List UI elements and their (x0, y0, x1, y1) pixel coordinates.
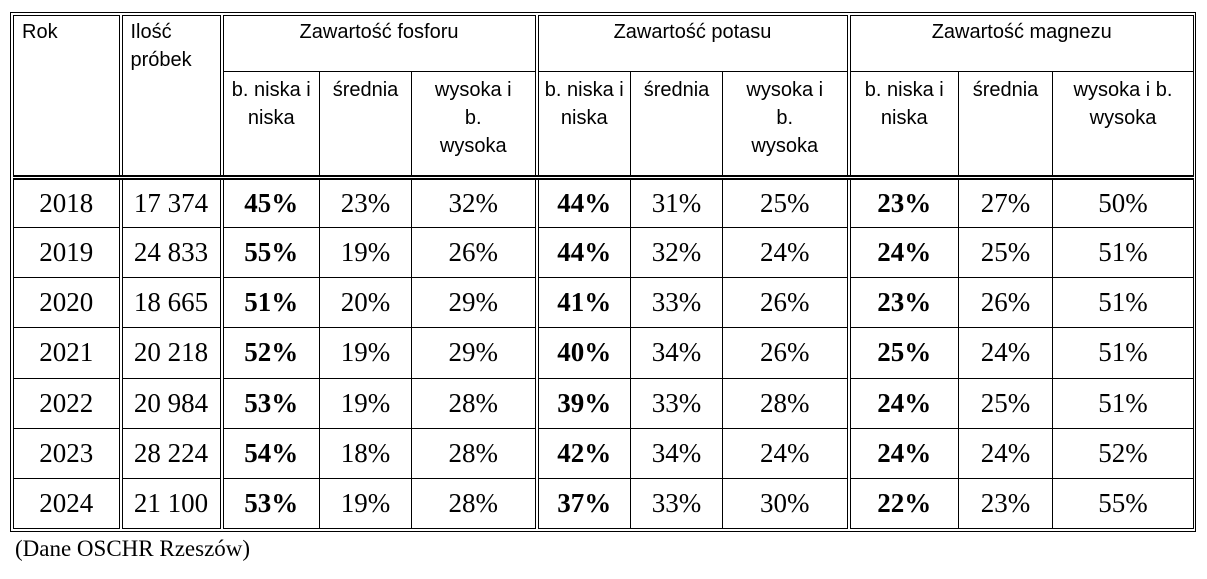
subheader-p-wysoka (412, 72, 537, 178)
subheader-text: b. niska i niska (864, 79, 944, 129)
cell-p-wysoka: 28% (412, 428, 537, 478)
cell-p-wysoka: 28% (412, 378, 537, 428)
subheader-mg-niska (849, 72, 959, 178)
cell-mg-niska: 24% (849, 378, 959, 428)
cell-p-srednia: 20% (320, 278, 412, 328)
subheader-text: b. niska i niska (544, 79, 624, 129)
cell-ilosc: 20 218 (121, 328, 222, 378)
cell-mg-niska: 24% (849, 428, 959, 478)
cell-p-niska: 52% (222, 328, 320, 378)
subheader-text: wysoka i b. wysoka (1073, 79, 1173, 129)
cell-p-srednia: 18% (320, 428, 412, 478)
subheader-k-wysoka (723, 72, 849, 178)
cell-p-srednia: 23% (320, 178, 412, 228)
cell-p-niska: 53% (222, 478, 320, 528)
cell-k-wysoka: 25% (723, 178, 849, 228)
subheader-p-niska (222, 72, 320, 178)
cell-ilosc: 18 665 (121, 278, 222, 328)
subheader-k-srednia: średnia (631, 72, 723, 178)
cell-k-niska: 44% (537, 178, 631, 228)
cell-k-wysoka: 28% (723, 378, 849, 428)
subheader-mg-srednia: średnia (959, 72, 1053, 178)
subheader-p-srednia: średnia (320, 72, 412, 178)
cell-mg-srednia: 25% (959, 378, 1053, 428)
soil-table-frame (10, 12, 1196, 532)
cell-k-niska: 41% (537, 278, 631, 328)
cell-k-srednia: 33% (631, 278, 723, 328)
cell-mg-wysoka: 55% (1053, 478, 1194, 528)
cell-k-niska: 42% (537, 428, 631, 478)
table-row (14, 378, 1194, 428)
cell-k-niska: 44% (537, 228, 631, 278)
cell-k-srednia: 32% (631, 228, 723, 278)
cell-mg-wysoka: 51% (1053, 278, 1194, 328)
subheader-text: wysoka i b. wysoka (746, 79, 824, 157)
cell-p-niska: 55% (222, 228, 320, 278)
cell-mg-srednia: 24% (959, 428, 1053, 478)
cell-ilosc: 28 224 (121, 428, 222, 478)
header-ilosc-probek (121, 16, 222, 178)
cell-p-niska: 51% (222, 278, 320, 328)
cell-rok: 2020 (14, 278, 121, 328)
cell-k-niska: 37% (537, 478, 631, 528)
table-row (14, 228, 1194, 278)
cell-p-srednia: 19% (320, 378, 412, 428)
cell-p-niska: 54% (222, 428, 320, 478)
cell-rok: 2018 (14, 178, 121, 228)
cell-mg-wysoka: 51% (1053, 228, 1194, 278)
cell-p-wysoka: 29% (412, 278, 537, 328)
cell-mg-niska: 23% (849, 278, 959, 328)
cell-mg-wysoka: 50% (1053, 178, 1194, 228)
cell-rok: 2023 (14, 428, 121, 478)
cell-mg-srednia: 23% (959, 478, 1053, 528)
cell-ilosc: 21 100 (121, 478, 222, 528)
cell-rok: 2019 (14, 228, 121, 278)
cell-k-niska: 39% (537, 378, 631, 428)
cell-p-srednia: 19% (320, 228, 412, 278)
cell-k-wysoka: 30% (723, 478, 849, 528)
cell-p-srednia: 19% (320, 328, 412, 378)
table-body (14, 178, 1194, 529)
header-group-fosfor: Zawartość fosforu (222, 16, 537, 72)
cell-p-wysoka: 32% (412, 178, 537, 228)
cell-mg-wysoka: 51% (1053, 378, 1194, 428)
table-row (14, 328, 1194, 378)
cell-mg-srednia: 25% (959, 228, 1053, 278)
subheader-mg-wysoka (1053, 72, 1194, 178)
cell-mg-niska: 23% (849, 178, 959, 228)
cell-rok: 2024 (14, 478, 121, 528)
table-row (14, 478, 1194, 528)
cell-k-srednia: 33% (631, 478, 723, 528)
cell-p-niska: 45% (222, 178, 320, 228)
cell-ilosc: 24 833 (121, 228, 222, 278)
cell-p-niska: 53% (222, 378, 320, 428)
cell-mg-srednia: 24% (959, 328, 1053, 378)
cell-k-srednia: 34% (631, 428, 723, 478)
cell-rok: 2021 (14, 328, 121, 378)
cell-p-wysoka: 28% (412, 478, 537, 528)
subheader-text: b. niska i niska (231, 79, 311, 129)
cell-mg-niska: 24% (849, 228, 959, 278)
subheader-text: wysoka i b. wysoka (434, 79, 512, 157)
cell-k-srednia: 34% (631, 328, 723, 378)
cell-ilosc: 20 984 (121, 378, 222, 428)
table-row (14, 428, 1194, 478)
cell-p-wysoka: 26% (412, 228, 537, 278)
cell-mg-srednia: 27% (959, 178, 1053, 228)
cell-k-wysoka: 24% (723, 428, 849, 478)
cell-k-wysoka: 26% (723, 278, 849, 328)
cell-ilosc: 17 374 (121, 178, 222, 228)
header-group-magnez: Zawartość magnezu (849, 16, 1194, 72)
table-row (14, 178, 1194, 228)
cell-rok: 2022 (14, 378, 121, 428)
cell-mg-wysoka: 51% (1053, 328, 1194, 378)
header-group-potas: Zawartość potasu (537, 16, 849, 72)
header-ilosc-text: Ilość próbek (130, 21, 192, 71)
cell-mg-niska: 25% (849, 328, 959, 378)
cell-k-srednia: 31% (631, 178, 723, 228)
header-rok: Rok (14, 16, 121, 178)
table-row (14, 278, 1194, 328)
cell-mg-niska: 22% (849, 478, 959, 528)
cell-k-wysoka: 24% (723, 228, 849, 278)
cell-mg-srednia: 26% (959, 278, 1053, 328)
cell-p-srednia: 19% (320, 478, 412, 528)
cell-k-wysoka: 26% (723, 328, 849, 378)
cell-p-wysoka: 29% (412, 328, 537, 378)
source-caption: (Dane OSCHR Rzeszów) (15, 536, 251, 561)
subheader-k-niska (537, 72, 631, 178)
cell-mg-wysoka: 52% (1053, 428, 1194, 478)
cell-k-niska: 40% (537, 328, 631, 378)
soil-nutrient-table (13, 15, 1194, 529)
cell-k-srednia: 33% (631, 378, 723, 428)
